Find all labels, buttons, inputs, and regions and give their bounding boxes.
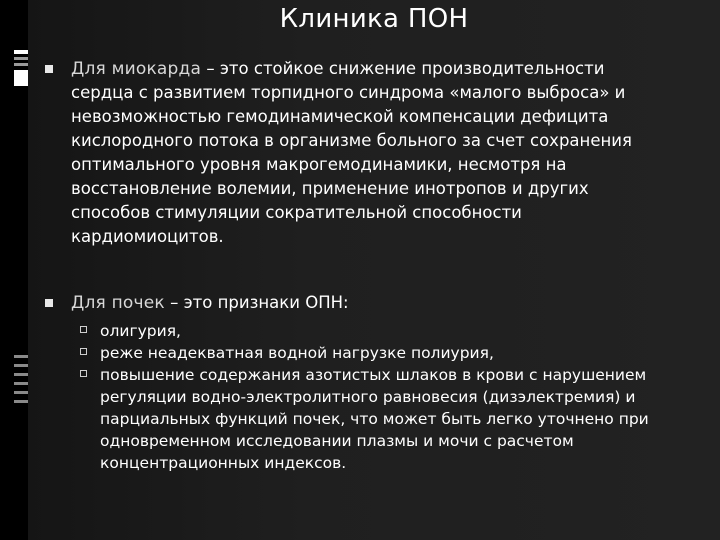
sub-item-line: концентрационных индексов.	[100, 454, 347, 472]
bullet-myocardium-line-6: способов стимуляции сократительной способности	[71, 203, 522, 222]
sub-item-line: парциальных функций почек, что может быть легко уточнено при	[100, 410, 649, 428]
bullet-kidneys-description: это признаки ОПН:	[183, 293, 349, 312]
sub-item-line: повышение содержания азотистых шлаков в крови с нарушением	[100, 366, 647, 384]
bullet-myocardium-text	[71, 57, 701, 249]
sub-item-line: реже неадекватная водной нагрузке полиурия,	[100, 344, 494, 362]
bullet-kidneys-text	[71, 291, 701, 315]
bullet-kidneys-line	[71, 291, 701, 315]
sub-item-line: олигурия,	[100, 322, 181, 340]
square-bullet-icon	[45, 65, 53, 73]
bullet-myocardium-line-3: кислородного потока в организме больного за счет сохранения	[71, 131, 632, 150]
bullet-myocardium-first-line	[71, 57, 701, 81]
bullet-myocardium-line-1: сердца с развитием торпидного синдрома «малого выброса» и	[71, 83, 626, 102]
bullet-kidneys-lead: Для почек	[71, 293, 165, 313]
bullet-myocardium-line-7: кардиомиоцитов.	[71, 227, 224, 246]
slide-title: Клиника ПОН	[279, 4, 469, 34]
decorative-stripes-middle	[14, 355, 28, 405]
square-outline-bullet-icon	[80, 370, 87, 377]
decorative-stripes-top	[14, 50, 28, 86]
list-item	[80, 342, 700, 364]
square-bullet-icon	[45, 299, 53, 307]
square-outline-bullet-icon	[80, 348, 87, 355]
sub-item-line: регуляции водно-электролитного равновесия (дизэлектремия) и	[100, 388, 636, 406]
bullet-myocardium-dash: –	[206, 59, 215, 78]
bullet-myocardium-line-0: это стойкое снижение производительности	[219, 59, 605, 78]
list-item	[80, 320, 700, 342]
list-item	[80, 364, 700, 474]
square-outline-bullet-icon	[80, 326, 87, 333]
bullet-myocardium-lead: Для миокарда	[71, 59, 202, 79]
sub-item-line: одновременном исследовании плазмы и мочи с расчетом	[100, 432, 574, 450]
bullet-myocardium-line-5: восстановление волемии, применение инотропов и других	[71, 179, 589, 198]
kidney-signs-list	[80, 320, 700, 474]
bullet-myocardium-line-4: оптимального уровня макрогемодинамики, несмотря на	[71, 155, 567, 174]
bullet-myocardium-line-2: невозможностью гемодинамической компенсации дефицита	[71, 107, 609, 126]
bullet-kidneys-dash: –	[170, 293, 179, 312]
